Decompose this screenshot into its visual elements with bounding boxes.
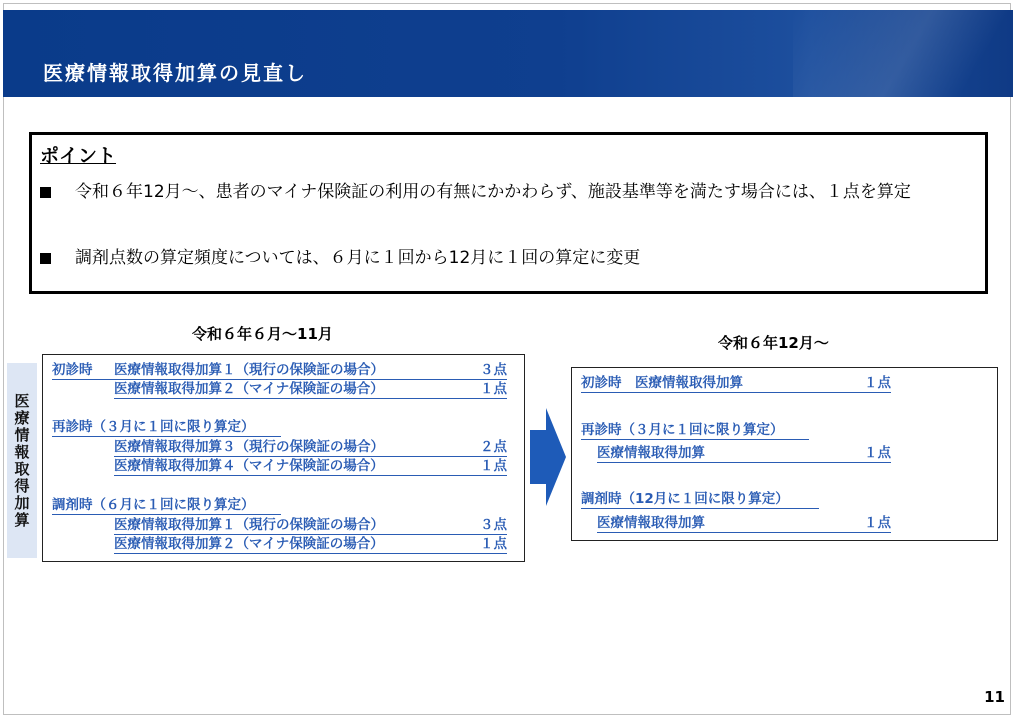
- revisit-row-2: [114, 457, 507, 476]
- addition-item: 医療情報取得加算: [597, 445, 705, 461]
- right-revisit-label: 再診時（３月に１回に限り算定）: [581, 421, 809, 440]
- bullet-text: 調剤点数の算定頻度については、６月に１回から12月に１回の算定に変更: [75, 248, 641, 268]
- first-visit-label: 初診時 医療情報取得加算: [581, 375, 743, 391]
- addition-item: 医療情報取得加算１（現行の保険証の場合）: [114, 517, 384, 533]
- revisit-row-1: [114, 438, 507, 457]
- left-panel: [42, 354, 525, 562]
- points-value: １点: [864, 515, 891, 531]
- points-value: １点: [480, 381, 507, 397]
- points-value: ２点: [480, 439, 507, 455]
- square-bullet-icon: [40, 253, 51, 264]
- points-value: ３点: [480, 362, 507, 378]
- side-label: [7, 363, 37, 558]
- right-first-visit-row: [581, 374, 891, 393]
- dispensing-label: 調剤時（６月に１回に限り算定）: [52, 496, 281, 515]
- point-heading: ポイント: [40, 145, 117, 167]
- dispensing-row-2: [114, 535, 507, 554]
- points-value: １点: [864, 375, 891, 391]
- addition-item: 医療情報取得加算３（現行の保険証の場合）: [114, 439, 384, 455]
- addition-item: 医療情報取得加算: [597, 515, 705, 531]
- arrow-right-icon: [530, 408, 566, 506]
- first-visit-label: 初診時: [52, 362, 93, 378]
- addition-item: 医療情報取得加算１（現行の保険証の場合）: [114, 362, 384, 378]
- bullet-item: [40, 243, 980, 273]
- addition-item: 医療情報取得加算２（マイナ保険証の場合）: [114, 536, 384, 552]
- points-value: １点: [480, 458, 507, 474]
- dispensing-row-1: [114, 516, 507, 535]
- side-label-text: 医療情報取得加算: [12, 392, 31, 529]
- right-period-label: 令和６年12月～: [718, 334, 829, 352]
- right-panel: [571, 367, 998, 541]
- point-box: [29, 132, 988, 294]
- bullet-item: [40, 177, 980, 207]
- revisit-label: 再診時（３月に１回に限り算定）: [52, 418, 281, 437]
- page-number: 11: [984, 688, 1005, 706]
- square-bullet-icon: [40, 187, 51, 198]
- addition-item: 医療情報取得加算４（マイナ保険証の場合）: [114, 458, 384, 474]
- header-banner: [3, 10, 1013, 97]
- points-value: ３点: [480, 517, 507, 533]
- bullet-text: 令和６年12月～、患者のマイナ保険証の利用の有無にかかわらず、施設基準等を満たす場合には、１点を算定: [75, 182, 911, 202]
- right-dispensing-label: 調剤時（12月に１回に限り算定）: [581, 490, 819, 509]
- right-revisit-row: [597, 444, 891, 463]
- points-value: １点: [864, 445, 891, 461]
- page-title: 医療情報取得加算の見直し: [43, 61, 307, 85]
- left-period-label: 令和６年６月～11月: [192, 325, 333, 343]
- points-value: １点: [480, 536, 507, 552]
- first-visit-row-1: [52, 361, 507, 380]
- right-dispensing-row: [597, 514, 891, 533]
- addition-item: 医療情報取得加算２（マイナ保険証の場合）: [114, 381, 384, 397]
- first-visit-row-2: [114, 380, 507, 399]
